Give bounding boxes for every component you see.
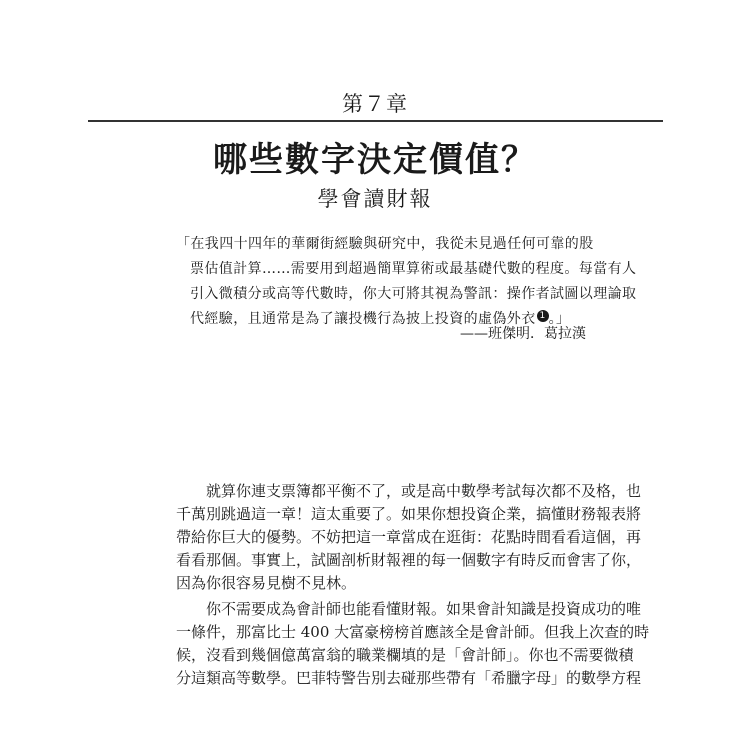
chapter-title: 哪些數字決定價值？ xyxy=(213,140,537,180)
epigraph-quote xyxy=(176,232,637,332)
chapter-divider xyxy=(88,120,663,122)
epigraph-line: 代經驗，且通常是為了讓投機行為披上投資的虛偽外衣 xyxy=(190,311,536,327)
body-line: 候，沒看到幾個億萬富翁的職業欄填的是「會計師」。你也不需要微積 xyxy=(176,646,634,664)
body-line: 你不需要成為會計師也能看懂財報。如果會計知識是投資成功的唯 xyxy=(206,600,642,618)
epigraph-line: 「在我四十四年的華爾街經驗與研究中，我從未見過任何可靠的股 xyxy=(176,236,594,252)
body-line: 帶給你巨大的優勢。不妨把這一章當成在逛街：花點時間看看這個，再 xyxy=(176,528,642,546)
epigraph-attribution: ——班傑明．葛拉漢 xyxy=(460,326,586,342)
body-line: 因為你很容易見樹不見林。 xyxy=(176,574,357,592)
chapter-label: 第７章 xyxy=(342,92,408,116)
body-line: 一條件，那富比士 400 大富豪榜榜首應該全是會計師。但我上次查的時 xyxy=(176,623,650,641)
body-text xyxy=(176,480,650,690)
body-line: 千萬別跳過這一章！這太重要了。如果你想投資企業，搞懂財務報表將 xyxy=(176,505,642,523)
chapter-subtitle: 學會讀財報 xyxy=(317,187,433,211)
body-line: 分這類高等數學。巴菲特警告別去碰那些帶有「希臘字母」的數學方程 xyxy=(176,669,642,687)
footnote-marker[interactable]: 1 xyxy=(537,310,549,322)
body-line: 看看那個。事實上，試圖剖析財報裡的每一個數字有時反而會害了你， xyxy=(176,551,642,569)
epigraph-line: 引入微積分或高等代數時，你大可將其視為警訊：操作者試圖以理論取 xyxy=(190,286,637,302)
body-line: 就算你連支票簿都平衡不了，或是高中數學考試每次都不及格，也 xyxy=(206,482,642,500)
epigraph-line: 票估值計算……需要用到超過簡單算術或最基礎代數的程度。每當有人 xyxy=(190,261,637,277)
epigraph-closing: 。」 xyxy=(548,311,571,327)
